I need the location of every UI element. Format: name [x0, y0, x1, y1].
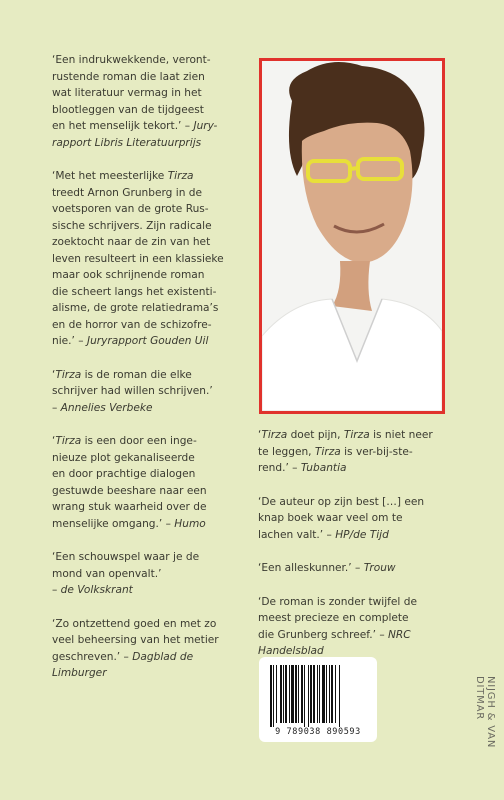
quote-line	[52, 333, 248, 350]
quote-line	[52, 499, 248, 516]
quote-text: ‘Een alleskunner.’ –	[258, 562, 364, 574]
quote-text: ‘Zo ontzettend goed en met zo	[52, 617, 217, 630]
quote-line	[52, 400, 248, 417]
review-quote	[258, 594, 468, 660]
quote-line	[52, 566, 248, 583]
review-quote	[52, 433, 248, 532]
quote-text: schrijver had willen schrijven.’	[52, 385, 213, 397]
quote-line	[258, 594, 468, 611]
quote-emphasis: Tirza	[55, 368, 82, 381]
quote-emphasis: Trouw	[363, 562, 396, 574]
quote-text: die scheert langs het existenti-	[52, 285, 217, 298]
quote-text: blootleggen van de tijdgeest	[52, 103, 204, 116]
quote-line	[258, 627, 468, 644]
quote-line	[52, 69, 248, 86]
quote-emphasis: Handelsblad	[258, 645, 324, 657]
quote-text: meest precieze en complete	[258, 612, 409, 624]
quote-line	[52, 267, 248, 284]
quote-line	[52, 433, 248, 450]
quote-line	[258, 527, 468, 544]
isbn-digits: 9 789038 890593	[275, 727, 361, 737]
barcode-bar	[289, 665, 290, 723]
quote-emphasis: Tirza	[343, 429, 370, 441]
review-quote	[258, 560, 468, 577]
quote-text: zoektocht naar de zin van het	[52, 236, 211, 248]
quote-text: ‘	[52, 368, 56, 381]
quote-text: ‘Een schouwspel waar je de	[52, 551, 200, 563]
quote-line	[52, 234, 248, 251]
quote-line	[258, 560, 468, 577]
quote-text: is de roman die elke	[81, 368, 192, 381]
quote-emphasis: Limburger	[52, 667, 107, 679]
quote-text: lachen valt.’ –	[258, 528, 336, 541]
quote-text: en de horror van de schizofre-	[52, 318, 212, 331]
quote-text: wrang stuk waarheid over de	[52, 501, 207, 513]
quote-text: voetsporen van de grote Rus-	[52, 203, 209, 215]
quote-text: ‘Met het meesterlijke	[52, 170, 168, 182]
review-quote	[52, 52, 248, 151]
quote-line	[258, 460, 468, 477]
quote-emphasis: Dagblad de	[132, 650, 194, 663]
review-quote	[52, 549, 248, 599]
barcode-bar	[335, 665, 336, 723]
barcode-bar	[322, 665, 325, 723]
quote-line	[52, 516, 248, 533]
quote-text: gestuwde beeshare naar een	[52, 484, 207, 497]
quote-text: maar ook schrijnende roman	[52, 269, 205, 281]
quote-emphasis: Tubantia	[300, 462, 347, 474]
quote-text: en het menselijk tekort.’ –	[52, 120, 194, 132]
quote-emphasis: HP/de Tijd	[335, 528, 389, 541]
quote-line	[52, 102, 248, 119]
review-quote	[52, 616, 248, 682]
author-portrait-illustration	[262, 61, 442, 411]
quote-line	[52, 201, 248, 218]
author-photo	[259, 58, 445, 414]
barcode-bar	[308, 665, 309, 727]
barcode-bar	[283, 665, 284, 723]
quote-text: nie.’ –	[52, 335, 87, 347]
quote-text: is ver-bij-ste-	[340, 445, 413, 458]
quote-line	[52, 632, 248, 649]
barcode-bar	[295, 665, 297, 723]
quote-emphasis: Tirza	[55, 435, 82, 447]
quote-text: doet pijn,	[287, 429, 344, 441]
publisher-imprint: NIJGH & VAN DITMAR	[474, 676, 496, 749]
barcode-bar	[273, 665, 274, 727]
quote-line	[52, 135, 248, 152]
isbn-barcode	[259, 657, 377, 742]
barcode-bars	[268, 665, 368, 727]
barcode-bar	[317, 665, 318, 723]
barcode-bar	[304, 665, 305, 727]
quote-emphasis: Humo	[174, 517, 206, 530]
quote-line	[52, 483, 248, 500]
quote-line	[258, 510, 468, 527]
barcode-bar	[270, 665, 272, 727]
quotes-right-column	[258, 427, 468, 677]
quote-text: te leggen,	[258, 445, 315, 458]
quote-text: ‘	[52, 435, 56, 447]
quote-line	[52, 85, 248, 102]
barcode-bar	[319, 665, 320, 723]
review-quote	[258, 427, 468, 477]
quote-line	[52, 168, 248, 185]
barcode-bar	[276, 665, 277, 723]
quote-text: –	[52, 401, 61, 414]
quote-emphasis: de Volkskrant	[60, 584, 133, 596]
quote-text: knap boek waar veel om te	[258, 512, 403, 524]
quote-text: geschreven.’ –	[52, 650, 133, 663]
barcode-bar	[329, 665, 330, 723]
quote-emphasis: NRC	[388, 628, 411, 641]
barcode-bar	[326, 665, 327, 723]
quote-text: ‘De roman is zonder twijfel de	[258, 595, 417, 608]
quote-text: alisme, de grote relatiedrama’s	[52, 302, 219, 314]
quote-line	[258, 494, 468, 511]
review-quote	[258, 494, 468, 544]
quote-text: –	[52, 584, 61, 596]
barcode-bar	[285, 665, 287, 723]
quote-line	[52, 251, 248, 268]
quote-text: die Grunberg schreef.’ –	[258, 628, 388, 641]
barcode-bar	[298, 665, 299, 723]
barcode-bar	[291, 665, 294, 723]
quote-line	[258, 444, 468, 461]
quote-line	[52, 52, 248, 69]
quote-text: ‘	[258, 429, 262, 441]
quote-emphasis: Annelies Verbeke	[60, 401, 153, 414]
quote-emphasis: Jury-	[193, 120, 218, 132]
quote-line	[52, 649, 248, 666]
quote-text: sische schrijvers. Zijn radicale	[52, 219, 212, 232]
review-quote	[52, 367, 248, 417]
quote-text: menselijke omgang.’ –	[52, 517, 175, 530]
quote-text: en door prachtige dialogen	[52, 468, 196, 480]
barcode-bar	[331, 665, 333, 723]
quote-line	[52, 383, 248, 400]
quote-text: leven resulteert in een klassieke	[52, 252, 224, 265]
quote-line	[52, 367, 248, 384]
quote-text: wat literatuur vermag in het	[52, 87, 202, 99]
quote-line	[52, 284, 248, 301]
quote-emphasis: rapport Libris Literatuurprijs	[52, 136, 202, 149]
barcode-bar	[313, 665, 315, 723]
quote-line	[52, 218, 248, 235]
quote-text: ‘De auteur op zijn best […] een	[258, 495, 425, 508]
quote-text: rustende roman die laat zien	[52, 70, 205, 83]
quote-text: veel beheersing van het metier	[52, 634, 219, 646]
quote-line	[52, 185, 248, 202]
quote-line	[52, 300, 248, 317]
quote-text: is een door een inge-	[81, 435, 197, 447]
quote-line	[52, 466, 248, 483]
quote-line	[52, 317, 248, 334]
barcode-bar	[280, 665, 282, 723]
quote-emphasis: Tirza	[261, 429, 288, 441]
quote-text: ‘Een indrukwekkende, veront-	[52, 54, 211, 66]
quote-line	[52, 665, 248, 682]
quote-text: rend.’ –	[258, 462, 301, 474]
quote-line	[52, 118, 248, 135]
quote-line	[52, 450, 248, 467]
quote-line	[258, 427, 468, 444]
quote-line	[52, 616, 248, 633]
quote-text: treedt Arnon Grunberg in de	[52, 186, 203, 199]
quote-emphasis: Juryrapport Gouden Uil	[86, 335, 209, 347]
quote-line	[52, 549, 248, 566]
barcode-bar	[339, 665, 340, 727]
quote-text: mond van openvalt.’	[52, 567, 162, 580]
quote-text: is niet neer	[369, 429, 433, 441]
barcode-bar	[310, 665, 312, 723]
quote-line	[258, 610, 468, 627]
quote-emphasis: Tirza	[314, 445, 341, 458]
review-quote	[52, 168, 248, 350]
barcode-bar	[301, 665, 303, 723]
quote-text: nieuze plot gekanaliseerde	[52, 451, 195, 464]
quotes-left-column	[52, 52, 248, 699]
quote-line	[52, 582, 248, 599]
quote-emphasis: Tirza	[167, 170, 194, 182]
